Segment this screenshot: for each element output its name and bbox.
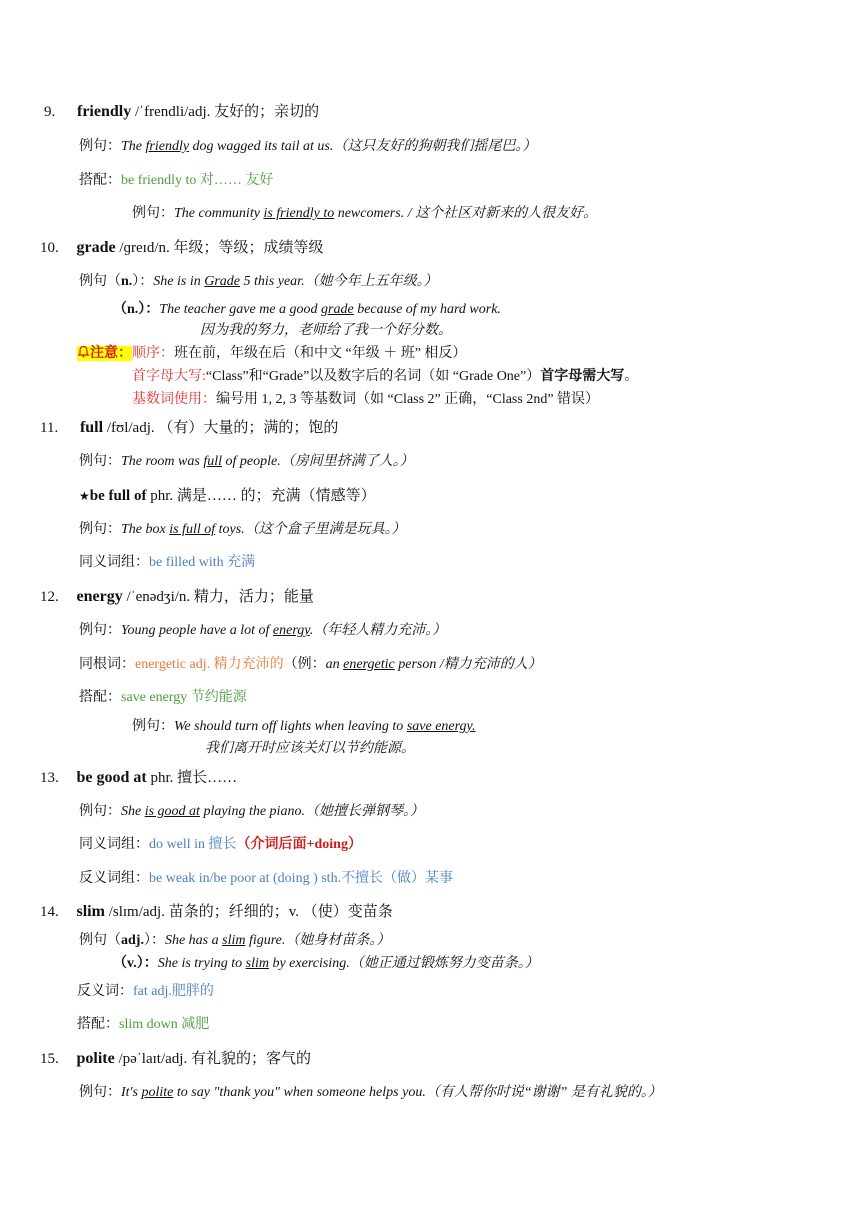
bell-icon	[77, 345, 90, 358]
entry-number: 9.	[44, 104, 56, 120]
headword: slim	[76, 903, 105, 920]
entry-13-example: 例句：She is good at playing the piano.（她擅长弹钢琴。）	[79, 804, 424, 819]
headword: be good at	[76, 769, 147, 786]
entry-12-sub-translation: 我们离开时应该关灯以节约能源。	[205, 741, 415, 756]
entry-12-sub-example: 例句：We should turn off lights when leaving to save energy.	[132, 719, 476, 734]
entry-9-example: 例句：The friendly dog wagged its tail at us.（这只友好的狗朝我们摇尾巴。）	[79, 139, 537, 154]
phonetic-definition: /ˈfrendli/adj. 友好的；亲切的	[131, 104, 320, 120]
phonetic-definition: /ɡreɪd/n. 年级；等级；成绩等级	[115, 240, 324, 256]
entry-10-note-capital: 首字母大写:“Class”和“Grade”以及数字后的名词（如 “Grade One”）首字母需大写。	[132, 369, 639, 384]
keyword: friendly	[145, 139, 190, 154]
entry-11-phrase-example: 例句：The box is full of toys.（这个盒子里满是玩具。）	[79, 522, 406, 537]
entry-14-collocation: 搭配：slim down 减肥	[77, 1017, 210, 1032]
headword: grade	[76, 239, 116, 256]
entry-10-example-noun-2: （n.）：The teacher gave me a good grade because of my hard work.	[113, 302, 501, 317]
entry-13-header	[40, 768, 237, 788]
phonetic-definition: /fʊl/adj. （有）大量的；满的；饱的	[103, 420, 339, 436]
headword: friendly	[77, 103, 132, 120]
entry-9-collocation: 搭配：be friendly to 对…… 友好	[79, 173, 274, 188]
entry-14-example-adj: 例句（adj.）：She has a slim figure.（她身材苗条。）	[79, 933, 391, 948]
star-icon: ★	[79, 489, 90, 503]
phonetic-definition: /slɪm/adj. 苗条的；纤细的；v. （使）变苗条	[104, 904, 393, 920]
headword: energy	[76, 588, 123, 605]
phonetic-definition: /ˈenədʒi/n. 精力，活力；能量	[122, 589, 314, 605]
entry-12-root-word: 同根词：energetic adj. 精力充沛的（例：an energetic person /精力充沛的人）	[79, 657, 542, 672]
headword: polite	[76, 1050, 115, 1067]
entry-12-header	[40, 587, 314, 607]
entry-9-header	[44, 102, 319, 122]
entry-10-header	[40, 238, 324, 258]
entry-15-example: 例句：It's polite to say "thank you" when someone helps you.（有人帮你时说“谢谢” 是有礼貌的。）	[79, 1085, 662, 1100]
phonetic-definition: /pəˈlaɪt/adj. 有礼貌的；客气的	[114, 1051, 311, 1067]
entry-11-header	[40, 418, 338, 438]
entry-14-header	[40, 902, 393, 922]
note-highlight: 注意：	[77, 346, 132, 361]
entry-9-sub-example: 例句：The community is friendly to newcomers. / 这个社区对新来的人很友好。	[132, 206, 598, 221]
entry-number: 12.	[40, 589, 59, 605]
entry-number: 10.	[40, 240, 59, 256]
entry-11-synonym: 同义词组：be filled with 充满	[79, 555, 256, 570]
entry-15-header	[40, 1049, 311, 1069]
entry-13-antonym: 反义词组：be weak in/be poor at (doing ) sth.不擅长（做）某事	[79, 871, 454, 886]
headword: full	[79, 419, 104, 436]
entry-10-example-noun: 例句（n.）：She is in Grade 5 this year.（她今年上五年级。）	[79, 274, 438, 289]
phonetic-definition: phr. 擅长……	[146, 770, 238, 786]
entry-12-example: 例句：Young people have a lot of energy.（年轻人精力充沛。）	[79, 623, 447, 638]
entry-number: 11.	[40, 420, 59, 436]
entry-10-example-translation: 因为我的努力，老师给了我一个好分数。	[200, 323, 452, 338]
entry-13-synonym: 同义词组：do well in 擅长（介词后面+doing）	[79, 837, 362, 852]
entry-14-example-verb: （v.）：She is trying to slim by exercising.（她正通过锻炼努力变苗条。）	[113, 956, 539, 971]
entry-11-phrase: ★be full of phr. 满是…… 的；充满（情感等）	[79, 488, 376, 504]
entry-10-note-cardinal: 基数词使用：编号用 1, 2, 3 等基数词（如 “Class 2” 正确，“Class 2nd” 错误）	[132, 392, 600, 407]
entry-11-example: 例句：The room was full of people.（房间里挤满了人。）	[79, 454, 414, 469]
entry-number: 13.	[40, 770, 59, 786]
entry-12-collocation: 搭配：save energy 节约能源	[79, 690, 247, 705]
entry-10-note-order: 注意：顺序：班在前，年级在后（和中文 “年级 ＋ 班” 相反）	[77, 344, 466, 364]
entry-number: 15.	[40, 1051, 59, 1067]
entry-number: 14.	[40, 904, 59, 920]
entry-14-antonym: 反义词：fat adj.肥胖的	[77, 984, 214, 999]
